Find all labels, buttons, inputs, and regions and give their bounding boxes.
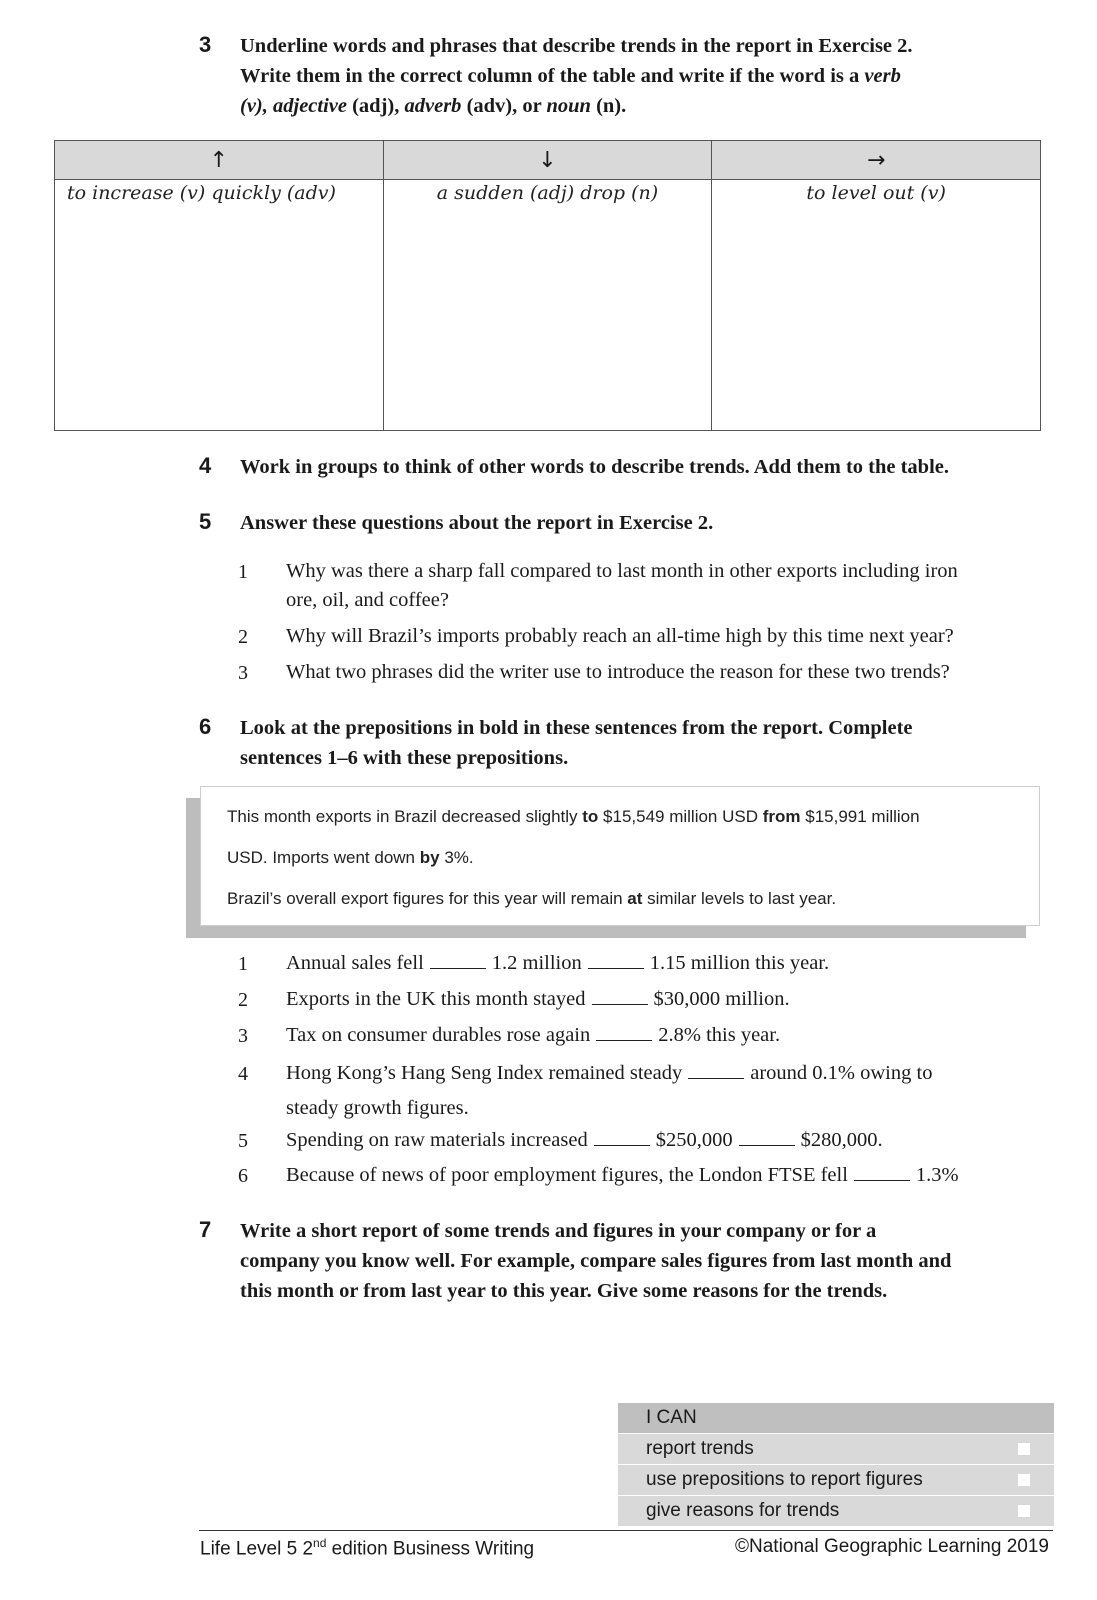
checkbox-icon[interactable] (1018, 1443, 1030, 1455)
question-text: Why was there a sharp fall compared to last month in other exports including iron ore, oil, and coffee? (286, 560, 958, 611)
up-arrow-icon: ↑ (55, 141, 384, 180)
answer-blank[interactable] (594, 1127, 650, 1146)
gap-fill-item-4: Hong Kong’s Hang Seng Index remained steady around 0.1% owing to steady growth figures. (286, 1062, 933, 1119)
exercise-3-line-2: Write them in the correct column of the table and write if the word is a verb (240, 65, 901, 87)
exercise-3-line-3: (v), adjective (adj), adverb (adv), or noun (n). (240, 95, 627, 117)
trends-table (54, 140, 1041, 431)
i-can-checklist (618, 1403, 1054, 1527)
exercise-6-instructions: Look at the prepositions in bold in these sentences from the report. Complete sentences 1–6 with these prepositions. (240, 717, 913, 769)
right-arrow-icon: → (712, 141, 1041, 180)
exercise-3-instructions (240, 31, 1040, 121)
exercise-4-instructions: Work in groups to think of other words to describe trends. Add them to the table. (240, 456, 950, 478)
table-cell-level[interactable]: to level out (v) (712, 180, 1041, 431)
item-number: 5 (238, 1130, 248, 1152)
exercise-4-number: 4 (199, 453, 212, 478)
gap-fill-item-2: Exports in the UK this month stayed $30,000 million. (286, 988, 790, 1010)
example-sentence-2: USD. Imports went down by 3%. (227, 848, 474, 867)
exercise-5-instructions: Answer these questions about the report in Exercise 2. (240, 512, 714, 534)
question-number: 1 (238, 561, 248, 583)
question-number: 2 (238, 626, 248, 648)
item-number: 2 (238, 989, 248, 1011)
footer-divider (199, 1530, 1053, 1531)
exercise-3-number: 3 (199, 32, 212, 57)
table-cell-down[interactable]: a sudden (adj) drop (n) (383, 180, 712, 431)
question-text: Why will Brazil’s imports probably reach an all-time high by this time next year? (286, 625, 954, 647)
checklist-item[interactable]: report trends (618, 1434, 1054, 1464)
gap-fill-item-5: Spending on raw materials increased $250,000 $280,000. (286, 1129, 883, 1151)
question-number: 3 (238, 662, 248, 684)
example-sentence-1: This month exports in Brazil decreased slightly to $15,549 million USD from $15,991 million (227, 807, 920, 826)
example-sentences-box (200, 786, 1040, 926)
gap-fill-item-6: Because of news of poor employment figures, the London FTSE fell 1.3% (286, 1164, 959, 1186)
footer-copyright: ©National Geographic Learning 2019 (735, 1536, 1049, 1557)
answer-blank[interactable] (596, 1022, 652, 1041)
gap-fill-item-3: Tax on consumer durables rose again 2.8% this year. (286, 1024, 781, 1046)
exercise-5-number: 5 (199, 509, 212, 534)
answer-blank[interactable] (854, 1162, 910, 1181)
down-arrow-icon: ↓ (383, 141, 712, 180)
footer-left: Life Level 5 2nd edition Business Writing (200, 1536, 535, 1560)
question-text: What two phrases did the writer use to introduce the reason for these two trends? (286, 661, 950, 683)
checkbox-icon[interactable] (1018, 1505, 1030, 1517)
answer-blank[interactable] (588, 950, 644, 969)
checklist-item[interactable]: use prepositions to report figures (618, 1465, 1054, 1495)
exercise-7-number: 7 (199, 1217, 212, 1242)
answer-blank[interactable] (430, 950, 486, 969)
item-number: 1 (238, 953, 248, 975)
exercise-6-number: 6 (199, 714, 212, 739)
answer-blank[interactable] (688, 1060, 744, 1079)
exercise-3-line-1: Underline words and phrases that describe trends in the report in Exercise 2. (240, 35, 913, 57)
item-number: 6 (238, 1165, 248, 1187)
gap-fill-item-1: Annual sales fell 1.2 million 1.15 million this year. (286, 952, 830, 974)
example-sentence-3: Brazil’s overall export figures for this year will remain at similar levels to last year. (227, 889, 837, 908)
table-cell-up[interactable]: to increase (v) quickly (adv) (55, 180, 384, 431)
answer-blank[interactable] (592, 986, 648, 1005)
checkbox-icon[interactable] (1018, 1474, 1030, 1486)
item-number: 4 (238, 1063, 248, 1085)
checklist-item[interactable]: give reasons for trends (618, 1496, 1054, 1526)
item-number: 3 (238, 1025, 248, 1047)
answer-blank[interactable] (739, 1127, 795, 1146)
exercise-7-instructions: Write a short report of some trends and figures in your company or for a company you know well. For example, compare sales figures from last month and this month or from last year to this year. Give some reasons for the trends. (240, 1220, 952, 1302)
i-can-header: I CAN (618, 1403, 1054, 1433)
